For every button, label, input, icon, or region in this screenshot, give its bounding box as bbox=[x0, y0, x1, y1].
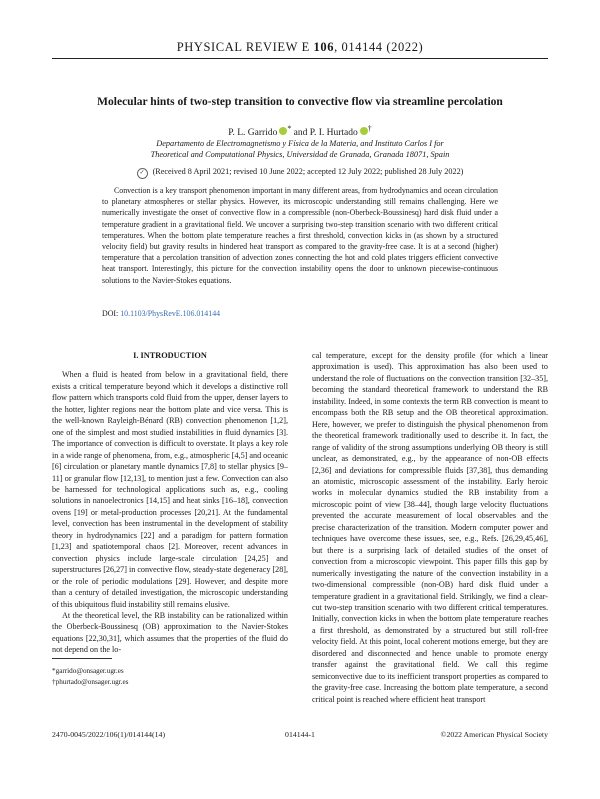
journal-header bbox=[0, 40, 600, 55]
copyright: ©2022 American Physical Society bbox=[440, 730, 548, 739]
doi-link[interactable]: 10.1103/PhysRevE.106.014144 bbox=[120, 309, 221, 318]
journal-name: PHYSICAL REVIEW E bbox=[176, 40, 310, 54]
abstract-text: Convection is a key transport phenomenon important in many different areas, from hydrodynamics and ocean circulation to planetary atmospheres or stellar physics. However, its microscopic understanding still remains challenging. Here we numerically investigate the onset of convective flow in a compressible (non-Oberbeck-Boussinesq) hard disk fluid under a temperature gradient in a gravitational field. We uncover a surprising two-step transition scenario with two different critical temperatures. When the bottom plate temperature reaches a first threshold, convection kicks in (as shown by a structured velocity field) but gravity results in hindered heat transport as compared to the gravity-free case. It is at a second (higher) temperature that a percolation transition of advection zones connecting the hot and cold plates triggers efficient convective heat transport. Interestingly, this picture for the convection instability opens the door to unknown piecewise-continuous solutions to the Navier-Stokes equations. bbox=[102, 186, 498, 285]
right-column bbox=[312, 350, 548, 705]
journal-volume: 106 bbox=[313, 40, 335, 54]
check-for-updates-icon[interactable]: ✓ bbox=[137, 168, 148, 179]
journal-article-info: , 014144 (2022) bbox=[334, 40, 424, 54]
author-separator: and bbox=[291, 128, 310, 139]
footnote-rule bbox=[52, 658, 112, 659]
author-mark-2: † bbox=[367, 124, 372, 133]
received-dates bbox=[52, 167, 548, 179]
footnote-email-garrido[interactable]: *garrido@onsager.ugr.es bbox=[52, 667, 124, 675]
received-text: (Received 8 April 2021; revised 10 June 2022; accepted 12 July 2022; published 28 July 2022) bbox=[152, 167, 464, 176]
left-column bbox=[52, 350, 288, 656]
intro-paragraph-2: At the theoretical level, the RB instability can be rationalized within the Oberbeck-Boussinesq (OB) approximation to the Navier-Stokes equations [22,30,31], which assumes that the properties of the fluid do not depend on the lo- bbox=[52, 610, 288, 655]
footnotes bbox=[52, 666, 128, 687]
doi-label: DOI: bbox=[102, 309, 121, 318]
affiliation: Departamento de Electromagnetismo y Física de la Materia, and Instituto Carlos I for Theoretical and Computational Physics, Universidad de Granada, Granada 18071, Spain bbox=[150, 139, 450, 159]
header-rule bbox=[52, 58, 548, 59]
abstract bbox=[102, 185, 498, 286]
footnote-email-hurtado[interactable]: †phurtado@onsager.ugr.es bbox=[52, 677, 129, 686]
footer-issn: 2470-0045/2022/106(1)/014144(14) bbox=[52, 730, 166, 739]
intro-paragraph-1: When a fluid is heated from below in a gravitational field, there exists a critical temperature beyond which it develops a distinctive roll flow pattern which transports cold fluid from the upper, denser layers to the hotter, lighter regions near the bottom plate and vice versa. This is the well-known Rayleigh-Bénard (RB) convection phenomenon [1,2], one of the simplest and most studied instabilities in fluid dynamics [3]. The importance of convection is difficult to overstate. It plays a key role in a wide range of phenomena, from, e.g., atmospheric [4,5] and oceanic [6] circulation or planetary mantle dynamics [7,8] to stellar physics [9–11] or granular flow [12,13], to mention just a few. Convection can also be harnessed for technological applications such as, e.g., cooling solutions in nanoelectronics [14,15] and heat sinks [16–18], convection ovens [19] or metal-production processes [20,21]. At the fundamental level, convection has been instrumental in the development of stability theory in hydrodynamics [22] and a paradigm for pattern formation [1,23] and spatiotemporal chaos [2]. Moreover, recent advances in convection physics include large-scale circulation [24,25] and superstructures [26,27] in convective flow, steady-state degeneracy [28], or the role of periodic modulations [29]. However, and despite more than a century of detailed investigation, the microscopic understanding of this ubiquitous fluid instability still remains elusive. bbox=[52, 370, 288, 609]
intro-paragraph-continued: cal temperature, except for the density profile (for which a linear approximation is used). This approximation has also been used to understand the role of fluctuations on the convection transition [32–35], becoming the standard theoretical framework to understand the RB instability. Indeed, in some contexts the term RB convection is meant to encompass both the RB setup and the OB theoretical approximation. Here, however, we prefer to distinguish the physical phenomenon from the theoretical framework traditionally used to describe it. In fact, the range of validity of the strong assumptions underlying OB theory is still unclear, as demonstrated, e.g., by the appearance of non-OB effects [2,36] and deviations for compressible fluids [37,38], thus demanding an atomistic, microscopic assessment of the instability. Early heroic works in molecular dynamics studied the RB instability from a microscopic point of view [38–44], though large velocity fluctuations prevented the accurate measurement of local observables and the precise characterization of the transition. Modern computer power and techniques have overcome these issues, see, e.g., Refs. [26,29,45,46], but there is a surprising lack of detailed studies of the onset of convection from a microscopic viewpoint. This paper fills this gap by numerically investigating the nature of the convection instability in a two-dimensional compressible (non-OB) hard disk fluid under a temperature gradient in a gravitational field. Strikingly, we find a clear-cut two-step transition scenario with two different critical temperatures. Initially, convection kicks in when the bottom plate temperature reaches a first threshold, as demonstrated by a structured but still roll-free velocity field. At this point, local coherent motions emerge, but they are disordered and disconnected and hence unable to promote energy transfer against the gravitational field. We call this regime semiconvective due to its inefficient transport properties as compared to the gravity-free case. Increasing the bottom plate temperature, a second critical point is reached where efficient heat transport bbox=[312, 351, 548, 704]
doi-line bbox=[102, 309, 220, 318]
paper-title: Molecular hints of two-step transition to convective flow via streamline percolation bbox=[97, 96, 503, 108]
author-mark-1: * bbox=[287, 124, 292, 133]
section-heading: I. INTRODUCTION bbox=[133, 351, 207, 360]
author-line bbox=[52, 124, 548, 138]
page-number: 014144-1 bbox=[285, 730, 315, 739]
author-garrido[interactable]: P. L. Garrido bbox=[228, 128, 278, 139]
author-hurtado[interactable]: P. I. Hurtado bbox=[309, 128, 358, 139]
orcid-icon[interactable] bbox=[360, 127, 368, 135]
